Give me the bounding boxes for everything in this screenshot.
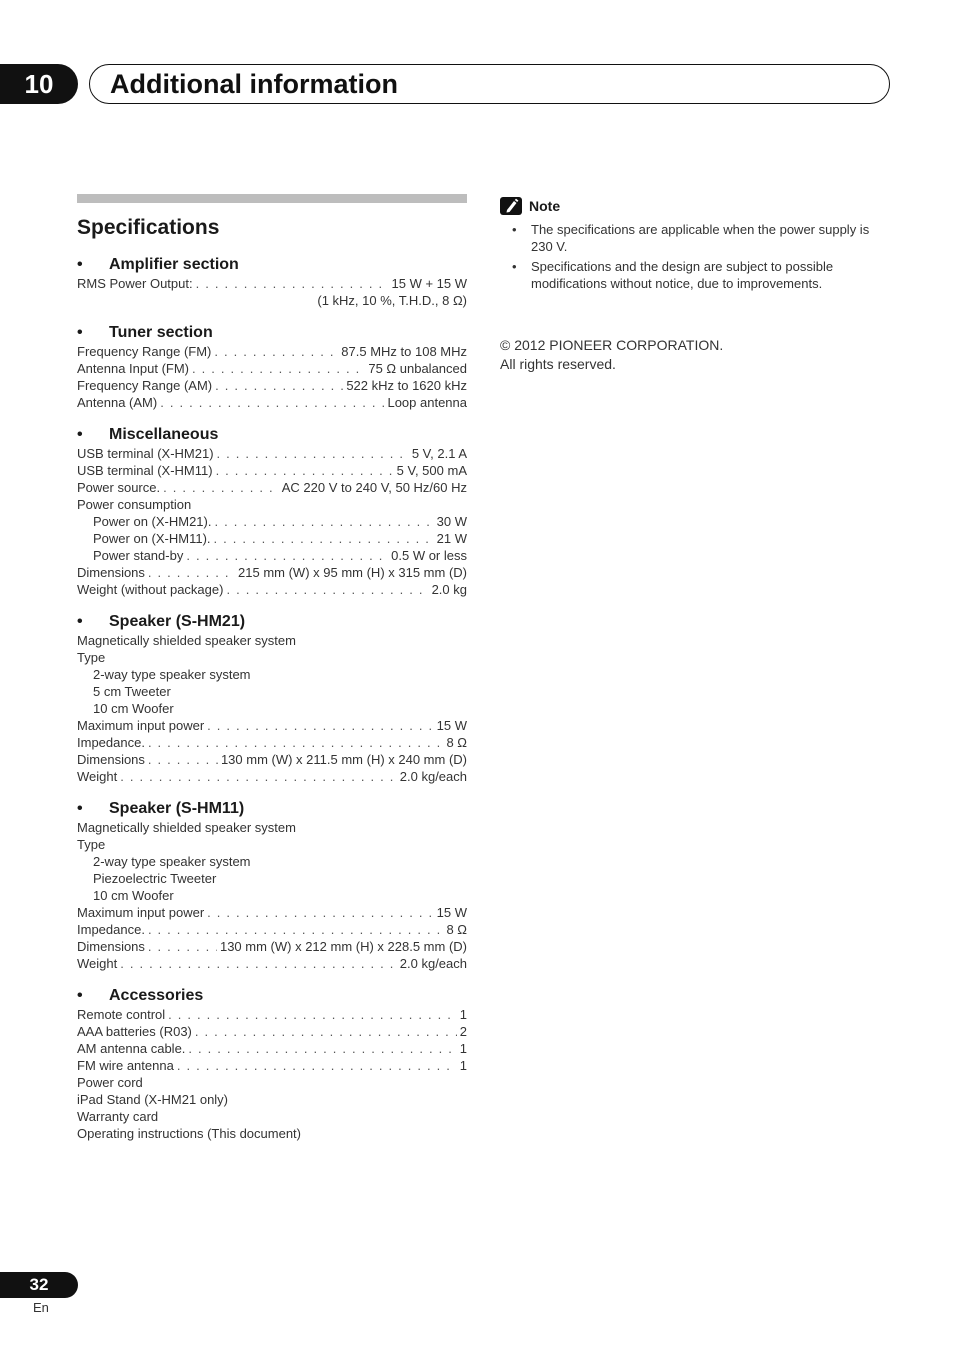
dot-leader bbox=[196, 275, 389, 292]
spec-text: 5 cm Tweeter bbox=[93, 684, 171, 699]
spec-row bbox=[77, 530, 467, 547]
spec-value: 522 kHz to 1620 kHz bbox=[346, 378, 467, 393]
note-item: • Specifications and the design are subject to possible modifications without notice, due to improvements. bbox=[500, 258, 890, 292]
spec-label: Impedance. bbox=[77, 922, 145, 937]
copyright-notice bbox=[500, 336, 890, 374]
spec-heading-text: Accessories bbox=[109, 987, 204, 1004]
dot-leader bbox=[163, 479, 279, 496]
spec-row bbox=[77, 513, 467, 530]
spec-section-heading bbox=[77, 323, 467, 343]
dot-leader bbox=[226, 581, 428, 598]
spec-label: Maximum input power bbox=[77, 905, 205, 920]
spec-text: 10 cm Woofer bbox=[93, 701, 174, 716]
bullet-icon: • bbox=[77, 987, 83, 1004]
spec-section-heading bbox=[77, 986, 467, 1006]
dot-leader bbox=[207, 904, 434, 921]
spec-value: 2 bbox=[459, 1024, 467, 1039]
spec-row bbox=[77, 904, 467, 921]
spec-heading-text: Speaker (S-HM11) bbox=[109, 800, 245, 817]
spec-value: 5 V, 500 mA bbox=[396, 463, 467, 478]
spec-label: Weight bbox=[77, 956, 118, 971]
spec-value: AC 220 V to 240 V, 50 Hz/60 Hz bbox=[281, 480, 467, 495]
spec-text: 10 cm Woofer bbox=[93, 888, 174, 903]
spec-label: Antenna Input (FM) bbox=[77, 361, 189, 376]
dot-leader bbox=[148, 921, 444, 938]
dot-leader bbox=[148, 564, 235, 581]
spec-label: Power on (X-HM11). bbox=[93, 531, 211, 546]
dot-leader bbox=[214, 343, 338, 360]
spec-label: RMS Power Output: bbox=[77, 276, 193, 291]
dot-leader bbox=[120, 955, 397, 972]
dot-leader bbox=[214, 530, 434, 547]
spec-section bbox=[77, 986, 467, 1142]
spec-text: Warranty card bbox=[77, 1109, 159, 1124]
dot-leader bbox=[120, 768, 397, 785]
note-list bbox=[500, 221, 890, 292]
spec-value: 2.0 kg bbox=[431, 582, 467, 597]
spec-value: 8 Ω bbox=[446, 735, 467, 750]
note-item-text: Specifications and the design are subject to possible modifications without notice, due to improvements. bbox=[531, 259, 834, 291]
dot-leader bbox=[215, 377, 343, 394]
spec-section-heading bbox=[77, 612, 467, 632]
spec-value: 15 W bbox=[436, 905, 467, 920]
spec-value: 21 W bbox=[436, 531, 467, 546]
spec-label: Weight (without package) bbox=[77, 582, 224, 597]
spec-row bbox=[77, 734, 467, 751]
spec-value: 8 Ω bbox=[446, 922, 467, 937]
spec-label: USB terminal (X-HM11) bbox=[77, 463, 213, 478]
spec-label: Power stand-by bbox=[93, 548, 184, 563]
spec-text: Type bbox=[77, 837, 106, 852]
spec-section bbox=[77, 612, 467, 785]
note-item: • The specifications are applicable when the power supply is 230 V. bbox=[500, 221, 890, 255]
bullet-icon: • bbox=[77, 800, 83, 817]
dot-leader bbox=[148, 734, 444, 751]
spec-value: 1 bbox=[459, 1041, 467, 1056]
bullet-icon: • bbox=[77, 426, 83, 443]
spec-row bbox=[77, 1006, 467, 1023]
spec-label: Remote control bbox=[77, 1007, 166, 1022]
spec-row bbox=[77, 1040, 467, 1057]
spec-section-heading bbox=[77, 255, 467, 275]
spec-value: 15 W bbox=[436, 718, 467, 733]
dot-leader bbox=[186, 547, 388, 564]
spec-value: 87.5 MHz to 108 MHz bbox=[341, 344, 467, 359]
spec-value: 5 V, 2.1 A bbox=[411, 446, 467, 461]
note-header bbox=[500, 197, 890, 215]
specifications-title: Specifications bbox=[77, 216, 220, 239]
spec-row bbox=[77, 360, 467, 377]
spec-section bbox=[77, 425, 467, 598]
chapter-title: Additional information bbox=[110, 69, 398, 99]
spec-label: Frequency Range (AM) bbox=[77, 378, 213, 393]
spec-row bbox=[77, 462, 467, 479]
spec-text: Piezoelectric Tweeter bbox=[93, 871, 217, 886]
dot-leader bbox=[217, 445, 409, 462]
section-rule bbox=[77, 194, 467, 203]
specifications-column bbox=[77, 194, 467, 1142]
spec-text: Magnetically shielded speaker system bbox=[77, 820, 296, 835]
spec-row bbox=[77, 1023, 467, 1040]
spec-row bbox=[77, 751, 467, 768]
dot-leader bbox=[177, 1057, 457, 1074]
spec-label: Frequency Range (FM) bbox=[77, 344, 212, 359]
spec-value: 1 bbox=[459, 1058, 467, 1073]
dot-leader bbox=[160, 394, 384, 411]
page-number: 32 bbox=[0, 1272, 78, 1298]
spec-row bbox=[77, 1057, 467, 1074]
spec-heading-text: Tuner section bbox=[109, 324, 213, 341]
spec-label: AAA batteries (R03) bbox=[77, 1024, 192, 1039]
spec-value: 130 mm (W) x 212 mm (H) x 228.5 mm (D) bbox=[219, 939, 467, 954]
spec-label: Dimensions bbox=[77, 565, 145, 580]
spec-label: Antenna (AM) bbox=[77, 395, 158, 410]
spec-text: iPad Stand (X-HM21 only) bbox=[77, 1092, 229, 1107]
spec-label: Dimensions bbox=[77, 939, 145, 954]
pencil-note-icon bbox=[500, 197, 522, 215]
spec-section bbox=[77, 799, 467, 972]
spec-text: Type bbox=[77, 650, 106, 665]
bullet-icon: • bbox=[77, 256, 83, 273]
spec-row bbox=[77, 377, 467, 394]
spec-value: 15 W + 15 W bbox=[391, 276, 467, 291]
spec-row bbox=[77, 768, 467, 785]
spec-value: 30 W bbox=[436, 514, 467, 529]
spec-label: Dimensions bbox=[77, 752, 145, 767]
chapter-number: 10 bbox=[0, 64, 78, 104]
spec-row bbox=[77, 547, 467, 564]
spec-label: Power on (X-HM21). bbox=[93, 514, 212, 529]
spec-text: Power cord bbox=[77, 1075, 143, 1090]
dot-leader bbox=[168, 1006, 457, 1023]
spec-section-heading bbox=[77, 799, 467, 819]
spec-label: Weight bbox=[77, 769, 118, 784]
note-column bbox=[500, 197, 890, 374]
rights-line: All rights reserved. bbox=[500, 356, 616, 372]
spec-section bbox=[77, 323, 467, 411]
spec-heading-text: Amplifier section bbox=[109, 256, 239, 273]
note-label: Note bbox=[529, 198, 561, 214]
spec-label: Power source. bbox=[77, 480, 161, 495]
dot-leader bbox=[148, 751, 218, 768]
dot-leader bbox=[188, 1040, 456, 1057]
spec-text: 2-way type speaker system bbox=[93, 854, 251, 869]
spec-row bbox=[77, 275, 467, 292]
copyright-line: © 2012 PIONEER CORPORATION. bbox=[500, 337, 724, 353]
chapter-title-box bbox=[89, 64, 890, 104]
spec-row bbox=[77, 581, 467, 598]
spec-sections bbox=[77, 255, 467, 1142]
spec-text: Power consumption bbox=[77, 497, 192, 512]
spec-row bbox=[77, 717, 467, 734]
dot-leader bbox=[207, 717, 434, 734]
dot-leader bbox=[195, 1023, 457, 1040]
spec-value: 75 Ω unbalanced bbox=[368, 361, 467, 376]
spec-text: 2-way type speaker system bbox=[93, 667, 251, 682]
spec-row bbox=[77, 921, 467, 938]
spec-row bbox=[77, 394, 467, 411]
spec-value: 1 bbox=[459, 1007, 467, 1022]
spec-value: 130 mm (W) x 211.5 mm (H) x 240 mm (D) bbox=[220, 752, 467, 767]
spec-row bbox=[77, 938, 467, 955]
dot-leader bbox=[216, 462, 394, 479]
spec-label: USB terminal (X-HM21) bbox=[77, 446, 214, 461]
dot-leader bbox=[214, 513, 433, 530]
spec-value: 215 mm (W) x 95 mm (H) x 315 mm (D) bbox=[238, 565, 467, 580]
spec-row bbox=[77, 479, 467, 496]
spec-heading-text: Speaker (S-HM21) bbox=[109, 613, 246, 630]
spec-value: Loop antenna bbox=[387, 395, 467, 410]
spec-row bbox=[77, 955, 467, 972]
language-code: En bbox=[33, 1300, 49, 1315]
spec-value-continuation: (1 kHz, 10 %, T.H.D., 8 Ω) bbox=[317, 293, 467, 308]
spec-row bbox=[77, 343, 467, 360]
spec-text: Magnetically shielded speaker system bbox=[77, 633, 296, 648]
bullet-icon: • bbox=[77, 324, 83, 341]
spec-row bbox=[77, 564, 467, 581]
spec-label: Maximum input power bbox=[77, 718, 205, 733]
spec-label: AM antenna cable. bbox=[77, 1041, 186, 1056]
spec-label: FM wire antenna bbox=[77, 1058, 174, 1073]
bullet-icon: • bbox=[77, 613, 83, 630]
spec-heading-text: Miscellaneous bbox=[109, 426, 219, 443]
spec-section-heading bbox=[77, 425, 467, 445]
dot-leader bbox=[148, 938, 217, 955]
spec-value: 2.0 kg/each bbox=[399, 769, 467, 784]
spec-value: 0.5 W or less bbox=[391, 548, 467, 563]
spec-label: Impedance. bbox=[77, 735, 145, 750]
dot-leader bbox=[192, 360, 365, 377]
spec-row bbox=[77, 445, 467, 462]
spec-section bbox=[77, 255, 467, 309]
spec-value: 2.0 kg/each bbox=[399, 956, 467, 971]
spec-text: Operating instructions (This document) bbox=[77, 1126, 301, 1141]
note-item-text: The specifications are applicable when the power supply is 230 V. bbox=[531, 222, 870, 254]
